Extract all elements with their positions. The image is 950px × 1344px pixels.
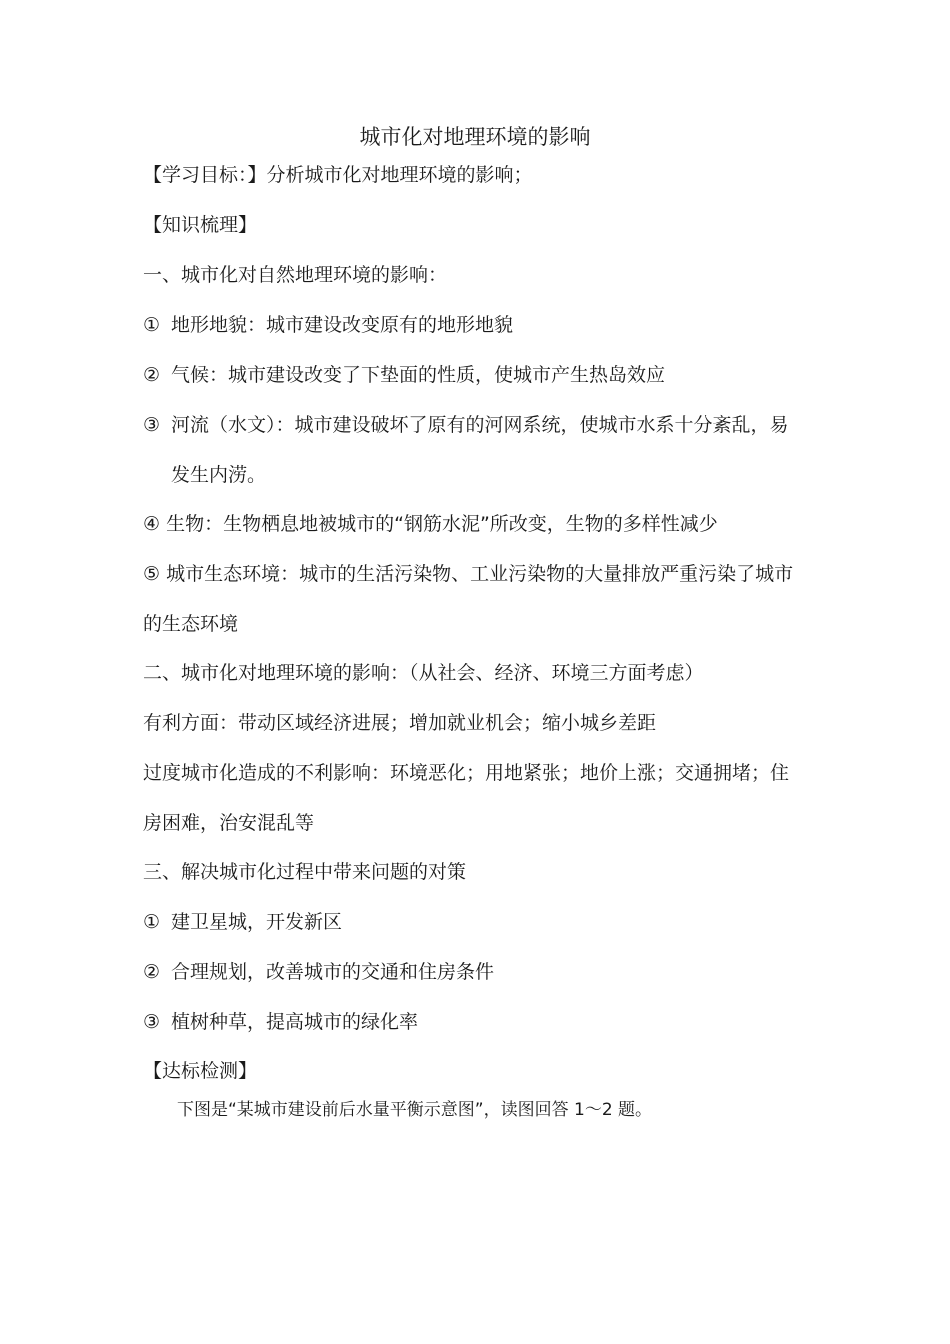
item-text: 城市生态环境：城市的生活污染物、工业污染物的大量排放严重污染了城市 (166, 563, 794, 585)
learning-objective: 【学习目标：】分析城市化对地理环境的影响； (143, 164, 533, 186)
item-text: 气候：城市建设改变了下垫面的性质，使城市产生热岛效应 (171, 364, 666, 386)
list-item (143, 910, 342, 934)
item-text: 合理规划，改善城市的交通和住房条件 (171, 961, 495, 983)
list-item (143, 512, 718, 536)
item-number: ② (143, 961, 161, 983)
item-number: ① (143, 911, 161, 933)
question-intro: 下图是“某城市建设前后水量平衡示意图”，读图回答 1～2 题。 (177, 1100, 653, 1120)
item-continuation: 的生态环境 (143, 613, 239, 635)
item-number: ⑤ (143, 563, 161, 585)
page-title: 城市化对地理环境的影响 (359, 125, 591, 149)
list-item (143, 1010, 418, 1034)
item-text: 生物：生物栖息地被城市的“钢筋水泥”所改变，生物的多样性减少 (166, 513, 718, 535)
item-text: 植树种草，提高城市的绿化率 (171, 1011, 419, 1033)
assessment-heading: 【达标检测】 (143, 1060, 258, 1082)
item-number: ① (143, 314, 161, 336)
list-item (143, 960, 494, 984)
section1-heading: 一、城市化对自然地理环境的影响： (143, 264, 448, 286)
item-text: 地形地貌：城市建设改变原有的地形地貌 (171, 314, 514, 336)
section2-heading: 二、城市化对地理环境的影响：（从社会、经济、环境三方面考虑） (143, 662, 704, 684)
item-text: 河流（水文）：城市建设破坏了原有的河网系统，使城市水系十分紊乱，易 (171, 414, 789, 436)
item-text: 建卫星城，开发新区 (171, 911, 343, 933)
list-item (143, 313, 513, 337)
item-number: ③ (143, 1011, 161, 1033)
item-number: ③ (143, 414, 161, 436)
knowledge-heading: 【知识梳理】 (143, 214, 258, 236)
drawbacks-continuation: 房困难，治安混乱等 (143, 812, 315, 834)
item-number: ④ (143, 513, 161, 535)
list-item (143, 562, 793, 586)
drawbacks-text: 过度城市化造成的不利影响：环境恶化；用地紧张；地价上涨；交通拥堵；住 (143, 762, 790, 784)
item-number: ② (143, 364, 161, 386)
benefits-text: 有利方面：带动区域经济进展；增加就业机会；缩小城乡差距 (143, 712, 657, 734)
list-item (143, 413, 789, 437)
item-continuation: 发生内涝。 (171, 464, 267, 486)
list-item (143, 363, 665, 387)
section3-heading: 三、解决城市化过程中带来问题的对策 (143, 861, 467, 883)
